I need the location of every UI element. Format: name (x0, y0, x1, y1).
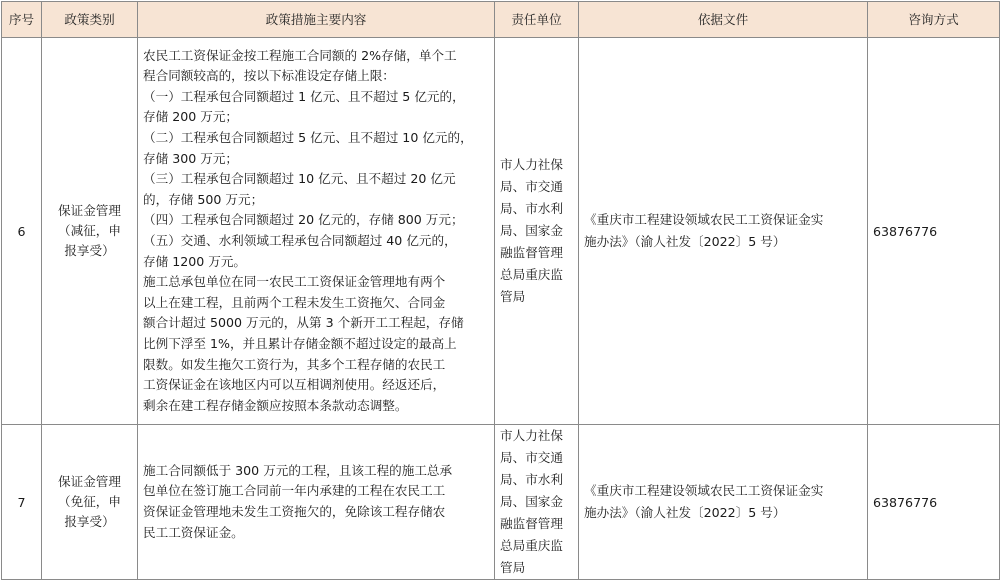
policy-content: 施工合同额低于 300 万元的工程，且该工程的施工总承 包单位在签订施工合同前一年内承建的工程在农民工工 资保证金管理地未发生工资拖欠的，免除该工程存储农 民工工资保证金。 (138, 425, 495, 580)
row-number: 7 (2, 425, 42, 580)
header-category: 政策类别 (42, 2, 138, 38)
policy-category: 保证金管理 （免征，申 报享受） (42, 425, 138, 580)
row-number: 6 (2, 38, 42, 425)
header-row (2, 2, 1000, 38)
policy-content: 农民工工资保证金按工程施工合同额的 2%存储，单个工 程合同额较高的，按以下标准设定存储上限： （一）工程承包合同额超过 1 亿元、且不超过 5 亿元的， 存储 200 万元； （二）工程承包合同额超过 5 亿元、且不超过 10 亿元的， 存储 300 万元； （三）工程承包合同额超过 10 亿元、且不超过 20 亿元 的，存储 500 万元； （四）工程承包合同额超过 20 亿元的，存储 800 万元； （五）交通、水利领域工程承包合同额超过 40 亿元的， 存储 1200 万元。 施工总承包单位在同一农民工工资保证金管理地有两个 以上在建工程，且前两个工程未发生工资拖欠、合同金 额合计超过 5000 万元的，从第 3 个新开工工程起，存储 比例下浮至 1%，并且累计存储金额不超过设定的最高上 限数。如发生拖欠工资行为，其多个工程存储的农民工 工资保证金在该地区内可以互相调剂使用。经返还后， 剩余在建工程存储金额应按照本条款动态调整。 (138, 38, 495, 425)
table-row (2, 38, 1000, 425)
basis-document: 《重庆市工程建设领域农民工工资保证金实 施办法》（渝人社发〔2022〕5 号） (579, 425, 868, 580)
responsible-department: 市人力社保 局、市交通 局、市水利 局、国家金 融监督管理 总局重庆监 管局 (495, 425, 579, 580)
header-no: 序号 (2, 2, 42, 38)
contact-phone: 63876776 (868, 425, 1000, 580)
contact-phone: 63876776 (868, 38, 1000, 425)
header-basis: 依据文件 (579, 2, 868, 38)
header-contact: 咨询方式 (868, 2, 1000, 38)
header-content: 政策措施主要内容 (138, 2, 495, 38)
policy-table (1, 1, 1000, 580)
header-department: 责任单位 (495, 2, 579, 38)
table-row (2, 425, 1000, 580)
responsible-department: 市人力社保 局、市交通 局、市水利 局、国家金 融监督管理 总局重庆监 管局 (495, 38, 579, 425)
basis-document: 《重庆市工程建设领域农民工工资保证金实 施办法》（渝人社发〔2022〕5 号） (579, 38, 868, 425)
policy-category: 保证金管理 （减征，申 报享受） (42, 38, 138, 425)
